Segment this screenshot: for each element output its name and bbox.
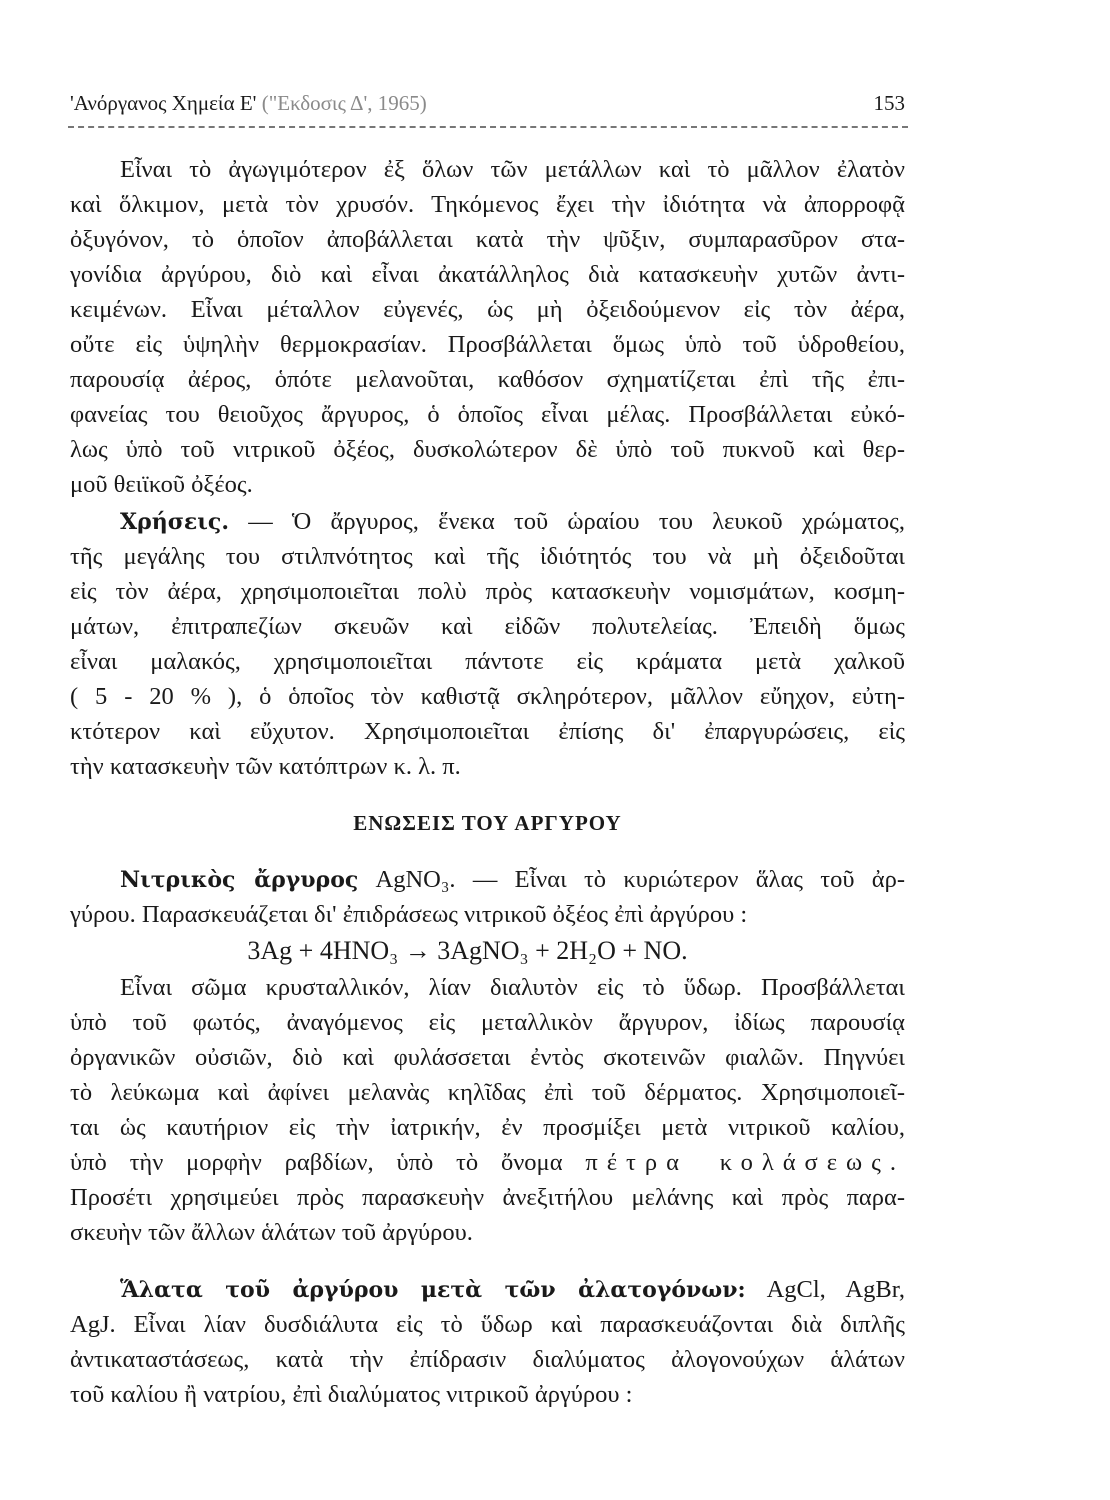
text-line xyxy=(70,897,905,932)
bold-term: Νιτρικὸς ἄργυρος xyxy=(120,867,359,893)
text-segment: ( 5 - 20 % ), ὁ ὁποῖος τὸν καθιστᾷ σκληρότερον, μᾶλλον εὔηχον, εὐτη- xyxy=(70,683,905,710)
text-line xyxy=(70,432,905,467)
page-number: 153 xyxy=(873,91,905,115)
text-line xyxy=(70,539,905,574)
text-segment: ὀργανικῶν οὐσιῶν, διὸ καὶ φυλάσσεται ἐντὸς σκοτεινῶν φιαλῶν. Πηγνύει xyxy=(70,1044,905,1071)
text-segment: εἶναι μαλακός, χρησιμοποιεῖται πάντοτε εἰς κράματα μετὰ χαλκοῦ xyxy=(70,648,905,675)
text-line xyxy=(70,467,905,502)
text-segment: Προσέτι χρησιμεύει πρὸς παρασκευὴν ἀνεξιτήλου μελάνης καὶ πρὸς παρα- xyxy=(70,1184,905,1211)
running-header xyxy=(70,88,905,118)
text-segment: AgCl, AgBr, xyxy=(745,1276,905,1303)
text-line xyxy=(70,1005,905,1040)
text-segment: τοῦ καλίου ἢ νατρίου, ἐπὶ διαλύματος νιτρικοῦ ἀργύρου : xyxy=(70,1381,633,1408)
text-line xyxy=(70,504,905,539)
text-line xyxy=(70,1040,905,1075)
text-line xyxy=(70,970,905,1005)
text-line xyxy=(70,1377,905,1412)
text-segment: παρουσίᾳ ἀέρος, ὁπότε μελανοῦται, καθόσον σχηματίζεται ἐπὶ τῆς ἐπι- xyxy=(70,366,905,393)
text-segment: τὴν κατασκευὴν τῶν κατόπτρων κ. λ. π. xyxy=(70,753,461,780)
header-rule xyxy=(68,126,908,128)
text-segment: οὔτε εἰς ὑψηλὴν θερμοκρασίαν. Προσβάλλεται ὅμως ὑπὸ τοῦ ὑδροθείου, xyxy=(70,331,905,358)
text-line xyxy=(70,257,905,292)
text-segment: Εἶναι σῶμα κρυσταλλικόν, λίαν διαλυτὸν εἰς τὸ ὕδωρ. Προσβάλλεται xyxy=(120,974,905,1001)
bold-term: Ἅλατα τοῦ ἀργύρου μετὰ τῶν ἀλατογόνων: xyxy=(120,1277,746,1303)
paragraph-silver-nitrate xyxy=(70,862,905,932)
text-segment: τὸ λεύκωμα καὶ ἀφίνει μελανὰς κηλῖδας ἐπὶ τοῦ δέρματος. Χρησιμοποιεῖ- xyxy=(70,1079,905,1106)
paragraph-silver-nitrate-properties xyxy=(70,970,905,1250)
text-segment: εἰς τὸν ἀέρα, χρησιμοποιεῖται πολὺ πρὸς κατασκευὴν νομισμάτων, κοσμη- xyxy=(70,578,905,605)
text-segment: τῆς μεγάλης του στιλπνότητος καὶ τῆς ἰδιότητός του νὰ μὴ ὀξειδοῦται xyxy=(70,543,905,570)
text-segment: κειμένων. Εἶναι μέταλλον εὐγενές, ὡς μὴ ὀξειδούμενον εἰς τὸν ἀέρα, xyxy=(70,296,905,323)
text-segment: φανείας του θειοῦχος ἄργυρος, ὁ ὁποῖος εἶναι μέλας. Προσβάλλεται εὐκό- xyxy=(70,401,905,428)
text-segment: ὀξυγόνον, τὸ ὁποῖον ἀποβάλλεται κατὰ τὴν ψῦξιν, συμπαρασῦρον στα- xyxy=(70,226,905,253)
text-segment: μάτων, ἐπιτραπεζίων σκευῶν καὶ εἰδῶν πολυτελείας. Ἐπειδὴ ὅμως xyxy=(70,613,905,640)
text-line xyxy=(70,292,905,327)
text-segment: ται ὡς καυτήριον εἰς τὴν ἰατρικήν, ἐν προσμίξει μετὰ νιτρικοῦ καλίου, xyxy=(70,1114,905,1141)
book-title: 'Ανόργανος Χημεία Ε' xyxy=(70,91,257,115)
text-line xyxy=(70,1145,905,1180)
text-line xyxy=(70,1215,905,1250)
text-line xyxy=(70,222,905,257)
text-line xyxy=(70,1180,905,1215)
text-line xyxy=(70,862,905,897)
text-segment: γονίδια ἀργύρου, διὸ καὶ εἶναι ἀκατάλληλος διὰ κατασκευὴν χυτῶν ἀντι- xyxy=(70,261,905,288)
paragraph-uses xyxy=(70,504,905,784)
text-segment: ὑπὸ τὴν μορφὴν ραβδίων, ὑπὸ τὸ ὄνομα xyxy=(70,1149,586,1176)
text-segment: ὑπὸ τοῦ φωτός, ἀναγόμενος εἰς μεταλλικὸν ἄργυρον, ἰδίως παρουσίᾳ xyxy=(70,1009,905,1036)
text-line xyxy=(70,362,905,397)
text-line xyxy=(70,574,905,609)
text-line xyxy=(70,644,905,679)
text-line xyxy=(70,1272,905,1307)
text-segment: γύρου. Παρασκευάζεται δι' ἐπιδράσεως νιτρικοῦ ὀξέος ἐπὶ ἀργύρου : xyxy=(70,901,748,928)
text-segment: κτότερον καὶ εὔχυτον. Χρησιμοποιεῖται ἐπίσης δι' ἐπαργυρώσεις, εἰς xyxy=(70,718,905,745)
paragraph-silver-halides xyxy=(70,1272,905,1412)
text-line xyxy=(70,609,905,644)
text-line xyxy=(70,679,905,714)
text-line xyxy=(70,749,905,784)
text-line xyxy=(70,152,905,187)
text-line xyxy=(70,714,905,749)
text-line xyxy=(70,1307,905,1342)
text-segment: — Ὁ ἄργυρος, ἕνεκα τοῦ ὡραίου του λευκοῦ χρώματος, xyxy=(229,508,905,535)
text-line xyxy=(70,1110,905,1145)
text-segment: σκευὴν τῶν ἄλλων ἁλάτων τοῦ ἀργύρου. xyxy=(70,1219,473,1246)
text-line xyxy=(70,397,905,432)
bold-term: Χρήσεις. xyxy=(120,509,229,535)
spaced-term: πέτρα κολάσεως. xyxy=(585,1149,905,1176)
text-line xyxy=(70,187,905,222)
text-line xyxy=(70,327,905,362)
text-segment: Εἶναι τὸ ἀγωγιμότερον ἐξ ὅλων τῶν μετάλλων καὶ τὸ μᾶλλον ἐλατὸν xyxy=(120,156,905,183)
text-segment: AgNO₃. — Εἶναι τὸ κυριώτερον ἅλας τοῦ ἀρ- xyxy=(358,866,905,893)
edition-note: ("Εκδοσις Δ', 1965) xyxy=(261,91,427,115)
text-segment: λως ὑπὸ τοῦ νιτρικοῦ ὀξέος, δυσκολώτερον δὲ ὑπὸ τοῦ πυκνοῦ καὶ θερ- xyxy=(70,436,905,463)
text-segment: μοῦ θειϊκοῦ ὀξέος. xyxy=(70,471,253,498)
text-segment: ἀντικαταστάσεως, κατὰ τὴν ἐπίδρασιν διαλύματος ἀλογονούχων ἁλάτων xyxy=(70,1346,905,1373)
paragraph-properties xyxy=(70,152,905,502)
text-line xyxy=(70,1342,905,1377)
section-heading: ΕΝΩΣΕΙΣ ΤΟΥ ΑΡΓΥΡΟΥ xyxy=(353,811,622,835)
chemical-equation: 3Ag + 4HNO₃ → 3AgNO₃ + 2H₂O + NO. xyxy=(247,936,688,965)
text-line xyxy=(70,1075,905,1110)
text-segment: AgJ. Εἶναι λίαν δυσδιάλυτα εἰς τὸ ὕδωρ καὶ παρασκευάζονται διὰ διπλῆς xyxy=(70,1311,905,1338)
text-segment: καὶ ὅλκιμον, μετὰ τὸν χρυσόν. Τηκόμενος ἔχει τὴν ἰδιότητα νὰ ἀπορροφᾷ xyxy=(70,191,905,218)
